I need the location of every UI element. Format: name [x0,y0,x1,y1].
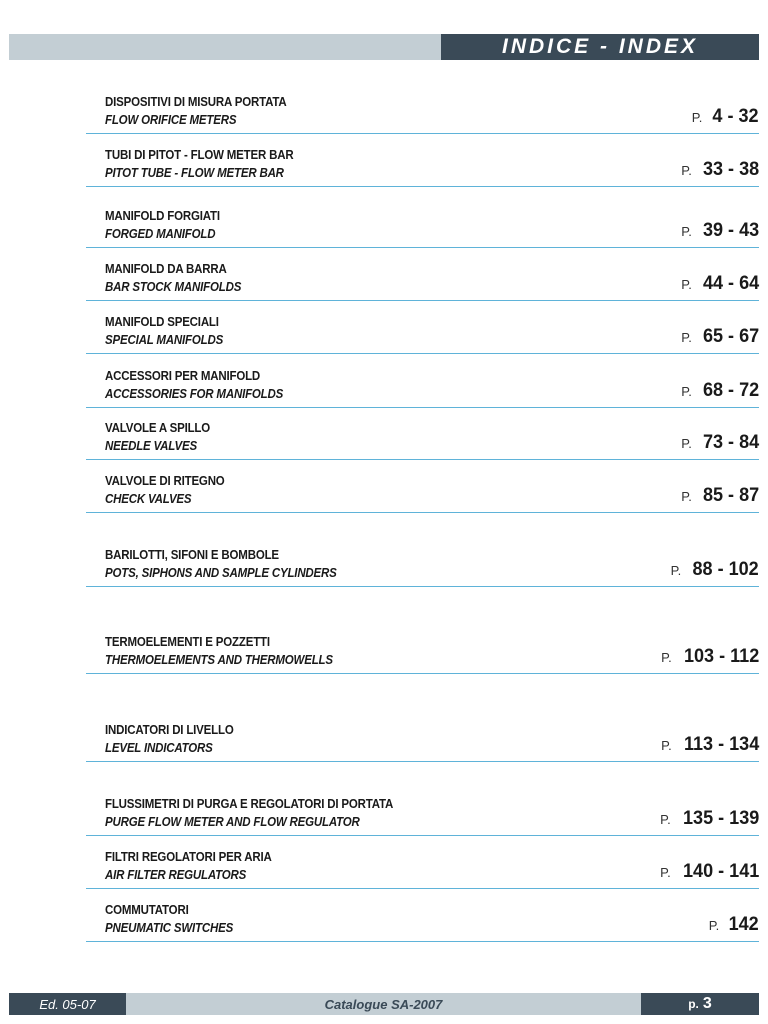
entry-title-it: FILTRI REGOLATORI PER ARIA [105,850,272,864]
page-range: 103 - 112 [683,646,759,667]
entry-title-it: INDICATORI DI LIVELLO [105,723,234,737]
entry-title-it: TUBI DI PITOT - FLOW METER BAR [105,148,294,162]
entry-title-it: DISPOSITIVI DI MISURA PORTATA [105,95,287,109]
entry-title-en: THERMOELEMENTS AND THERMOWELLS [105,653,333,667]
entry-title-en: CHECK VALVES [105,492,192,506]
page-range: 73 - 84 [702,432,759,453]
entry-title-en: PNEUMATIC SWITCHES [105,921,234,935]
entry-pages [709,914,759,936]
entry-title-it: ACCESSORI PER MANIFOLD [105,369,261,383]
entry-pages [661,734,759,756]
page-range: 4 - 32 [712,106,759,127]
page-title: INDICE - INDEX [501,35,698,58]
index-entry [86,366,759,408]
page-prefix: P. [670,563,682,578]
page-prefix: P. [681,163,692,178]
page-range: 113 - 134 [683,734,759,755]
page-range: 33 - 38 [702,159,759,180]
page-prefix: P. [661,738,672,753]
page-number: 3 [702,995,712,1012]
entry-title-en: ACCESSORIES FOR MANIFOLDS [105,387,284,401]
page-prefix: P. [660,865,671,880]
entry-pages [681,326,759,348]
entry-title-en: NEEDLE VALVES [105,439,197,453]
index-entry [86,900,759,942]
entry-pages [661,646,759,668]
page-prefix: P. [681,489,692,504]
page-range: 142 [728,914,759,935]
page-prefix: P. [681,224,692,239]
edition-label: Ed. 05-07 [9,993,126,1015]
page-range: 44 - 64 [702,273,759,294]
entry-title-it: MANIFOLD FORGIATI [105,209,220,223]
page-number-prefix: p. [688,997,699,1011]
entry-title-en: FORGED MANIFOLD [105,227,216,241]
entry-pages [681,220,759,242]
entry-title-en: POTS, SIPHONS AND SAMPLE CYLINDERS [105,566,337,580]
page-prefix: P. [681,330,692,345]
index-entry [86,794,759,836]
index-entry [86,145,759,187]
page-range: 135 - 139 [682,808,759,829]
entry-title-en: FLOW ORIFICE METERS [105,113,237,127]
page-range: 65 - 67 [702,326,759,347]
entry-title-it: COMMUTATORI [105,903,189,917]
page-prefix: P. [681,384,692,399]
entry-title-en: PURGE FLOW METER AND FLOW REGULATOR [105,815,360,829]
entry-pages [681,380,759,402]
page-prefix: P. [708,918,720,933]
page-prefix: P. [660,812,671,827]
page-range: 85 - 87 [702,485,759,506]
entry-title-en: SPECIAL MANIFOLDS [105,333,224,347]
page-prefix: P. [681,277,692,292]
page-prefix: P. [691,110,703,125]
entry-pages [681,432,759,454]
entry-title-it: MANIFOLD SPECIALI [105,315,219,329]
index-entry [86,418,759,460]
entry-pages [692,106,759,128]
entry-pages [660,808,759,830]
entry-pages [671,559,759,581]
entry-title-it: FLUSSIMETRI DI PURGA E REGOLATORI DI PORTATA [105,797,394,811]
index-entry [86,92,759,134]
catalogue-label: Catalogue SA-2007 [126,993,641,1015]
index-entry [86,720,759,762]
entry-title-en: BAR STOCK MANIFOLDS [105,280,242,294]
entry-title-en: PITOT TUBE - FLOW METER BAR [105,166,284,180]
page-prefix: P. [681,436,692,451]
entry-title-it: BARILOTTI, SIFONI E BOMBOLE [105,548,279,562]
entry-title-it: MANIFOLD DA BARRA [105,262,227,276]
index-entry [86,259,759,301]
entry-title-en: LEVEL INDICATORS [105,741,213,755]
entry-title-it: VALVOLE A SPILLO [105,421,211,435]
entry-title-it: TERMOELEMENTI E POZZETTI [105,635,270,649]
header-title-box [441,34,759,60]
index-entry [86,545,759,587]
index-entry [86,632,759,674]
index-entry [86,312,759,354]
index-entry [86,471,759,513]
page-range: 140 - 141 [682,861,759,882]
entry-pages [681,159,759,181]
entry-title-en: AIR FILTER REGULATORS [105,868,247,882]
page-range: 88 - 102 [692,559,759,580]
entry-pages [681,273,759,295]
page-range: 39 - 43 [702,220,759,241]
index-entry [86,847,759,889]
entry-pages [681,485,759,507]
page-prefix: P. [661,650,672,665]
page-range: 68 - 72 [702,380,759,401]
page-number-box [641,993,759,1015]
index-entry [86,206,759,248]
entry-title-it: VALVOLE DI RITEGNO [105,474,225,488]
entry-pages [660,861,759,883]
